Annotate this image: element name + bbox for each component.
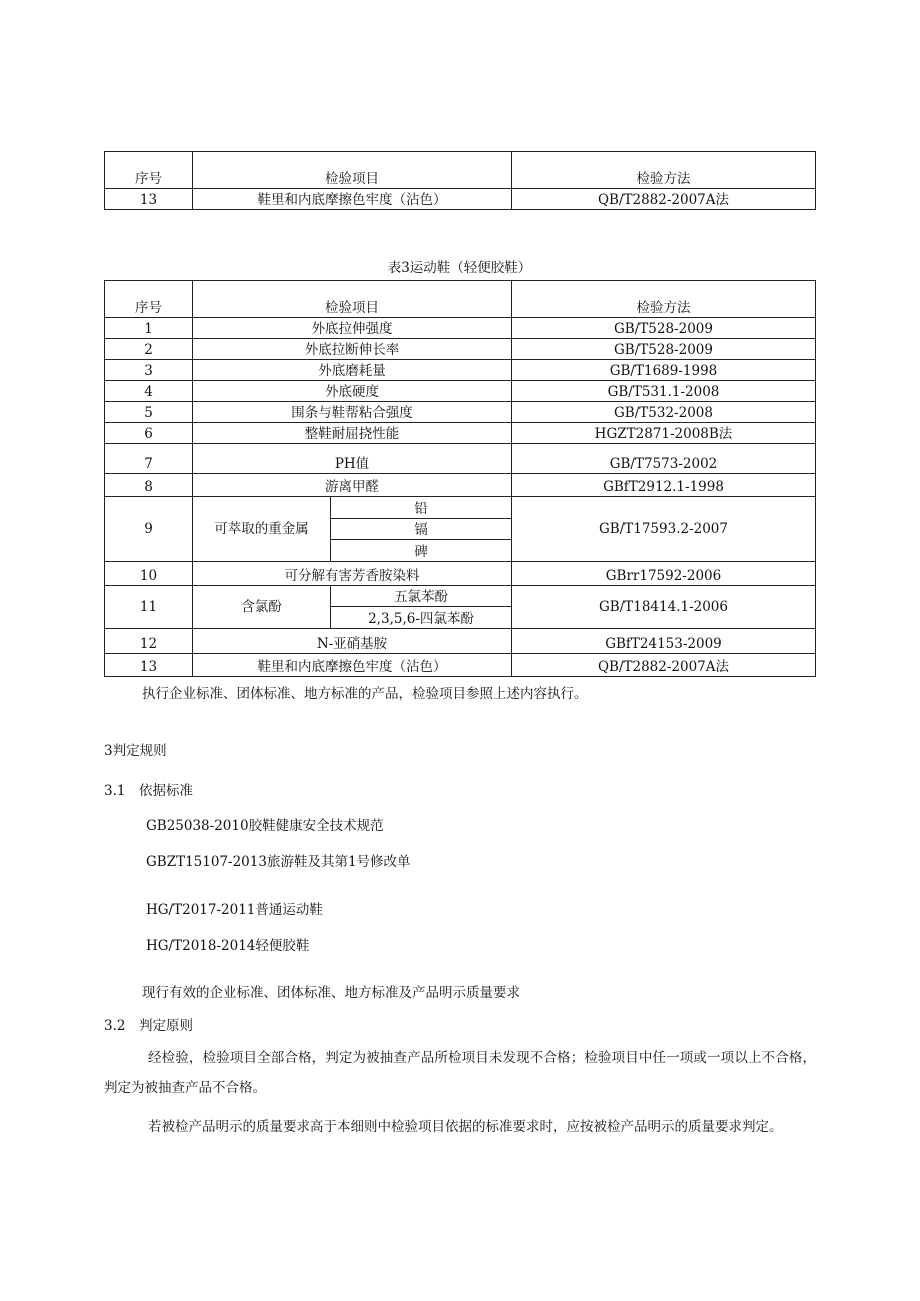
- cell-method: GB/T531.1-2008: [512, 381, 816, 402]
- cell-item: 外底磨耗量: [193, 360, 512, 381]
- cell-item: N-亚硝基胺: [193, 629, 512, 654]
- header-no: 序号: [105, 281, 193, 318]
- table-header-row: [105, 281, 816, 318]
- header-no: 序号: [105, 152, 193, 189]
- cell-method: GB/T528-2009: [512, 318, 816, 339]
- table-row: [105, 444, 816, 474]
- cell-no: 8: [105, 474, 193, 497]
- cell-item: 外底拉伸强度: [193, 318, 512, 339]
- cell-item: 可分解有害芳香胺染料: [193, 562, 512, 586]
- cell-method: QB/T2882-2007A法: [512, 654, 816, 677]
- standard-item: HG/T2018-2014轻便胶鞋: [146, 938, 310, 954]
- cell-subitem: 铅: [331, 497, 512, 519]
- cell-method: GB/T1689-1998: [512, 360, 816, 381]
- cell-item: 鞋里和内底摩擦色牢度（沾色）: [193, 189, 512, 210]
- cell-method: GB/T532-2008: [512, 402, 816, 423]
- cell-subitem: 碑: [331, 540, 512, 562]
- cell-no: 5: [105, 402, 193, 423]
- table-row: [105, 629, 816, 654]
- cell-item: 游离甲醛: [193, 474, 512, 497]
- table-row: [105, 189, 816, 210]
- cell-item: 可萃取的重金属: [193, 497, 331, 562]
- table-row: [105, 562, 816, 586]
- cell-method: GB/T18414.1-2006: [512, 586, 816, 629]
- cell-method: GB/T17593.2-2007: [512, 497, 816, 562]
- cell-item: 外底拉断伸长率: [193, 339, 512, 360]
- section-3-2-title: 3.2 判定原则: [104, 1018, 193, 1034]
- cell-item: 含氯酚: [193, 586, 331, 629]
- table-row: [105, 474, 816, 497]
- table-note: 执行企业标准、团体标准、地方标准的产品，检验项目参照上述内容执行。: [142, 686, 588, 702]
- cell-no: 1: [105, 318, 193, 339]
- table-header-row: [105, 152, 816, 189]
- cell-method: GBfT24153-2009: [512, 629, 816, 654]
- table3: [104, 280, 816, 677]
- cell-subitem: 镉: [331, 519, 512, 540]
- cell-method: GBfT2912.1-1998: [512, 474, 816, 497]
- cell-method: GB/T528-2009: [512, 339, 816, 360]
- cell-no: 10: [105, 562, 193, 586]
- cell-item: 围条与鞋帮粘合强度: [193, 402, 512, 423]
- cell-subitem: 2,3,5,6-四氯苯酚: [331, 607, 512, 629]
- cell-no: 9: [105, 497, 193, 562]
- judgment-paragraph-1: 经检验，检验项目全部合格，判定为被抽查产品所检项目未发现不合格；检验项目中任一项或一项以上不合格，判定为被抽查产品不合格。: [104, 1050, 816, 1096]
- cell-method: GB/T7573-2002: [512, 444, 816, 474]
- cell-subitem: 五氯苯酚: [331, 586, 512, 607]
- table-row: [105, 654, 816, 677]
- table-row: [105, 423, 816, 444]
- cell-method: QB/T2882-2007A法: [512, 189, 816, 210]
- section-3-1-title: 3.1 依据标准: [104, 783, 193, 799]
- table-row-chlorophenol: [105, 586, 816, 607]
- cell-no: 6: [105, 423, 193, 444]
- table3-caption: 表3运动鞋（轻便胶鞋）: [387, 260, 532, 276]
- table-row: [105, 360, 816, 381]
- cell-no: 2: [105, 339, 193, 360]
- header-method: 检验方法: [512, 152, 816, 189]
- standard-item: GBZT15107-2013旅游鞋及其第1号修改单: [146, 854, 411, 870]
- header-method: 检验方法: [512, 281, 816, 318]
- table-row: [105, 318, 816, 339]
- standard-item: 现行有效的企业标准、团体标准、地方标准及产品明示质量要求: [142, 985, 520, 1001]
- cell-no: 13: [105, 189, 193, 210]
- section-3-title: 3判定规则: [104, 743, 167, 759]
- header-item: 检验项目: [193, 281, 512, 318]
- cell-no: 4: [105, 381, 193, 402]
- standard-item: HG/T2017-2011普通运动鞋: [146, 902, 323, 918]
- table-continued: [104, 151, 816, 210]
- cell-item: 鞋里和内底摩擦色牢度（沾色）: [193, 654, 512, 677]
- table-row: [105, 402, 816, 423]
- standard-item: GB25038-2010胶鞋健康安全技术规范: [146, 818, 384, 834]
- judgment-paragraph-2: 若被检产品明示的质量要求高于本细则中检验项目依据的标准要求时，应按被检产品明示的质量要求判定。: [148, 1119, 783, 1135]
- cell-no: 13: [105, 654, 193, 677]
- cell-item: 外底硬度: [193, 381, 512, 402]
- cell-method: GBrr17592-2006: [512, 562, 816, 586]
- table-row: [105, 339, 816, 360]
- cell-method: HGZT2871-2008B法: [512, 423, 816, 444]
- cell-no: 12: [105, 629, 193, 654]
- cell-item: 整鞋耐屈挠性能: [193, 423, 512, 444]
- cell-no: 11: [105, 586, 193, 629]
- cell-no: 3: [105, 360, 193, 381]
- cell-no: 7: [105, 444, 193, 474]
- table-row: [105, 381, 816, 402]
- header-item: 检验项目: [193, 152, 512, 189]
- table-row-heavy-metal: [105, 497, 816, 519]
- cell-item: PH值: [193, 444, 512, 474]
